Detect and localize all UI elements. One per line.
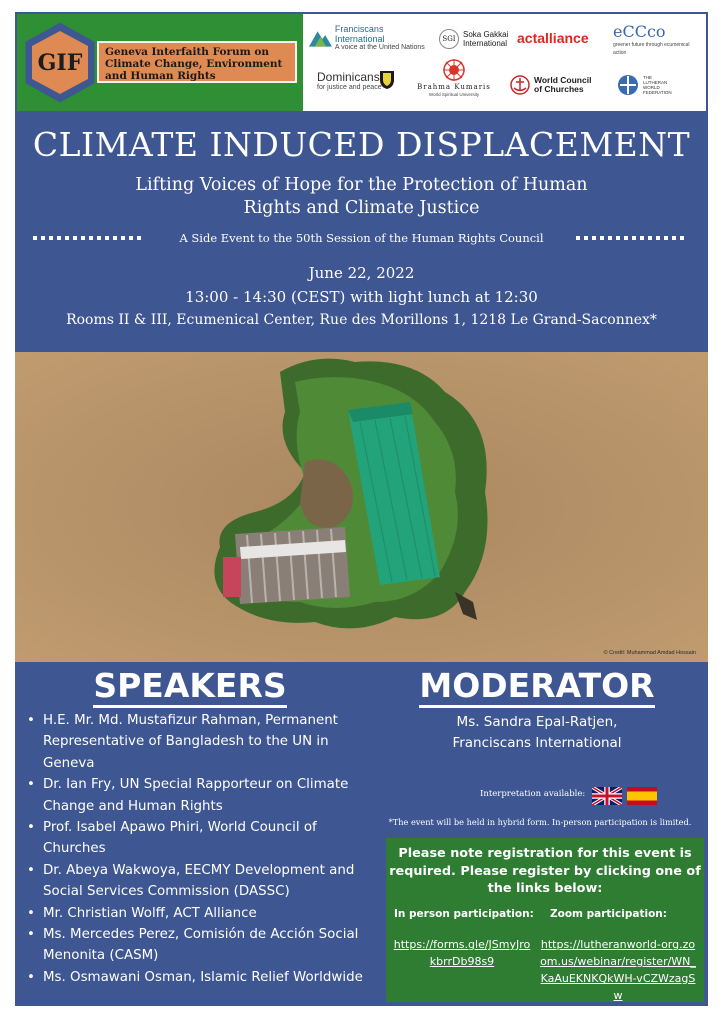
dominicans-shield-icon — [379, 70, 395, 90]
zoom-registration-link[interactable]: https://lutheranworld-org.zoom.us/webinar/register/WN_KaAuEKNKQkWH-vCZWzagSw — [540, 938, 696, 1002]
event-time: 13:00 - 14:30 (CEST) with light lunch at 12:30 — [185, 288, 538, 306]
hybrid-note: *The event will be held in hybrid form. In-person participation is limited. — [388, 817, 692, 827]
registration-heading: Please note registration for this event is required. Please register by clicking one of the links below: — [389, 846, 701, 896]
sgi-name-line: Soka Gakkai — [463, 30, 509, 39]
sgi-name-line: International — [463, 39, 508, 48]
in-person-registration-link[interactable]: https://forms.gle/JSmyJrokbrrDb98s9 — [393, 938, 531, 968]
franciscans-logo — [309, 24, 431, 52]
ecco-tagline: greener future through ecumenical action — [613, 42, 690, 56]
franciscans-name: Franciscans International — [334, 24, 385, 44]
franciscans-tagline: A voice at the United Nations — [334, 44, 425, 51]
ecco-logo — [613, 22, 693, 54]
sgi-logo — [439, 24, 511, 54]
lwf-name-line: LUTHERAN — [643, 80, 668, 85]
lwf-name-line: WORLD — [643, 85, 660, 90]
event-location: Rooms II & III, Ecumenical Center, Rue des Morillons 1, 1218 Le Grand-Saconnex* — [66, 312, 657, 328]
brahma-kumaris-star-icon — [443, 59, 465, 81]
brahma-kumaris-tagline: World Spiritual University — [428, 92, 480, 97]
act-alliance-name: actalliance — [517, 30, 589, 46]
speakers-heading — [15, 666, 365, 705]
speaker-item: • H.E. Mr. Md. Mustafizur Rahman, Permanent Representative of Bangladesh to the UN in Geneva — [25, 710, 370, 774]
dotted-divider-left — [33, 236, 145, 240]
speaker-item: • Mr. Christian Wolff, ACT Alliance — [25, 903, 370, 924]
event-subtitle: Lifting Voices of Hope for the Protection of Human Rights and Climate Justice — [135, 175, 588, 218]
wcc-ship-icon — [510, 75, 530, 95]
moderator-org: Franciscans International — [452, 735, 622, 751]
flooded-house-illustration — [15, 352, 708, 662]
speaker-item: • Dr. Ian Fry, UN Special Rapporteur on Climate Change and Human Rights — [25, 774, 370, 817]
moderator-heading-text: MODERATOR — [419, 666, 654, 708]
wcc-name-line: World Council — [534, 74, 592, 85]
lwf-logo — [617, 69, 697, 101]
dominicans-name: Dominicans — [317, 70, 380, 84]
spain-flag-icon — [627, 787, 657, 805]
uk-flag-icon — [592, 787, 622, 805]
wcc-name-line: of Churches — [534, 84, 584, 94]
flood-aerial-photo — [15, 352, 708, 662]
photo-credit: © Credit: Muhammad Amdad Hossain — [603, 650, 696, 656]
lwf-globe-icon — [617, 74, 639, 96]
speaker-list — [25, 710, 370, 988]
zoom-label: Zoom participation: — [550, 908, 667, 920]
wcc-logo — [510, 72, 600, 98]
speaker-item: • Prof. Isabel Apawo Phiri, World Council of Churches — [25, 817, 370, 860]
side-event-line: A Side Event to the 50th Session of the Human Rights Council — [179, 231, 544, 245]
speaker-item: • Ms. Osmawani Osman, Islamic Relief Worldwide — [25, 967, 370, 988]
speakers-heading-text: SPEAKERS — [93, 666, 286, 708]
lwf-name-line: THE — [643, 75, 652, 80]
interpretation-label: Interpretation available: — [480, 789, 586, 799]
event-title: CLIMATE INDUCED DISPLACEMENT — [32, 125, 691, 164]
moderator-name: Ms. Sandra Epal-Ratjen, — [456, 714, 618, 730]
speaker-item: • Dr. Abeya Wakwoya, EECMY Development and Social Services Commission (DASSC) — [25, 860, 370, 903]
lwf-name-line: FEDERATION — [643, 90, 672, 95]
moderator-heading — [392, 666, 682, 705]
gif-logo-block — [17, 14, 303, 111]
in-person-label: In person participation: — [394, 908, 534, 920]
ecco-name: eCCco — [613, 22, 666, 41]
act-alliance-logo — [517, 27, 602, 49]
brahma-kumaris-name: Brahma Kumaris — [417, 83, 491, 91]
header-logo-band — [17, 14, 706, 111]
event-date: June 22, 2022 — [308, 264, 415, 282]
franciscans-mountain-icon — [309, 29, 332, 47]
gif-name-line: Geneva Interfaith Forum on — [105, 46, 270, 58]
registration-box — [386, 838, 704, 1002]
dotted-divider-right — [576, 236, 688, 240]
speaker-item: • Ms. Mercedes Perez, Comisión de Acción Social Menonita (CASM) — [25, 924, 370, 967]
brahma-kumaris-logo — [409, 59, 499, 105]
gif-full-name — [97, 41, 297, 83]
sgi-emblem-icon: SGI — [439, 29, 459, 49]
gif-abbreviation: GIF — [37, 49, 83, 76]
dominicans-tagline: for justice and peace — [317, 84, 382, 91]
gif-name-line: Climate Change, Environment — [105, 58, 283, 70]
gif-name-line: and Human Rights — [105, 70, 216, 82]
moderator-details — [392, 712, 682, 754]
